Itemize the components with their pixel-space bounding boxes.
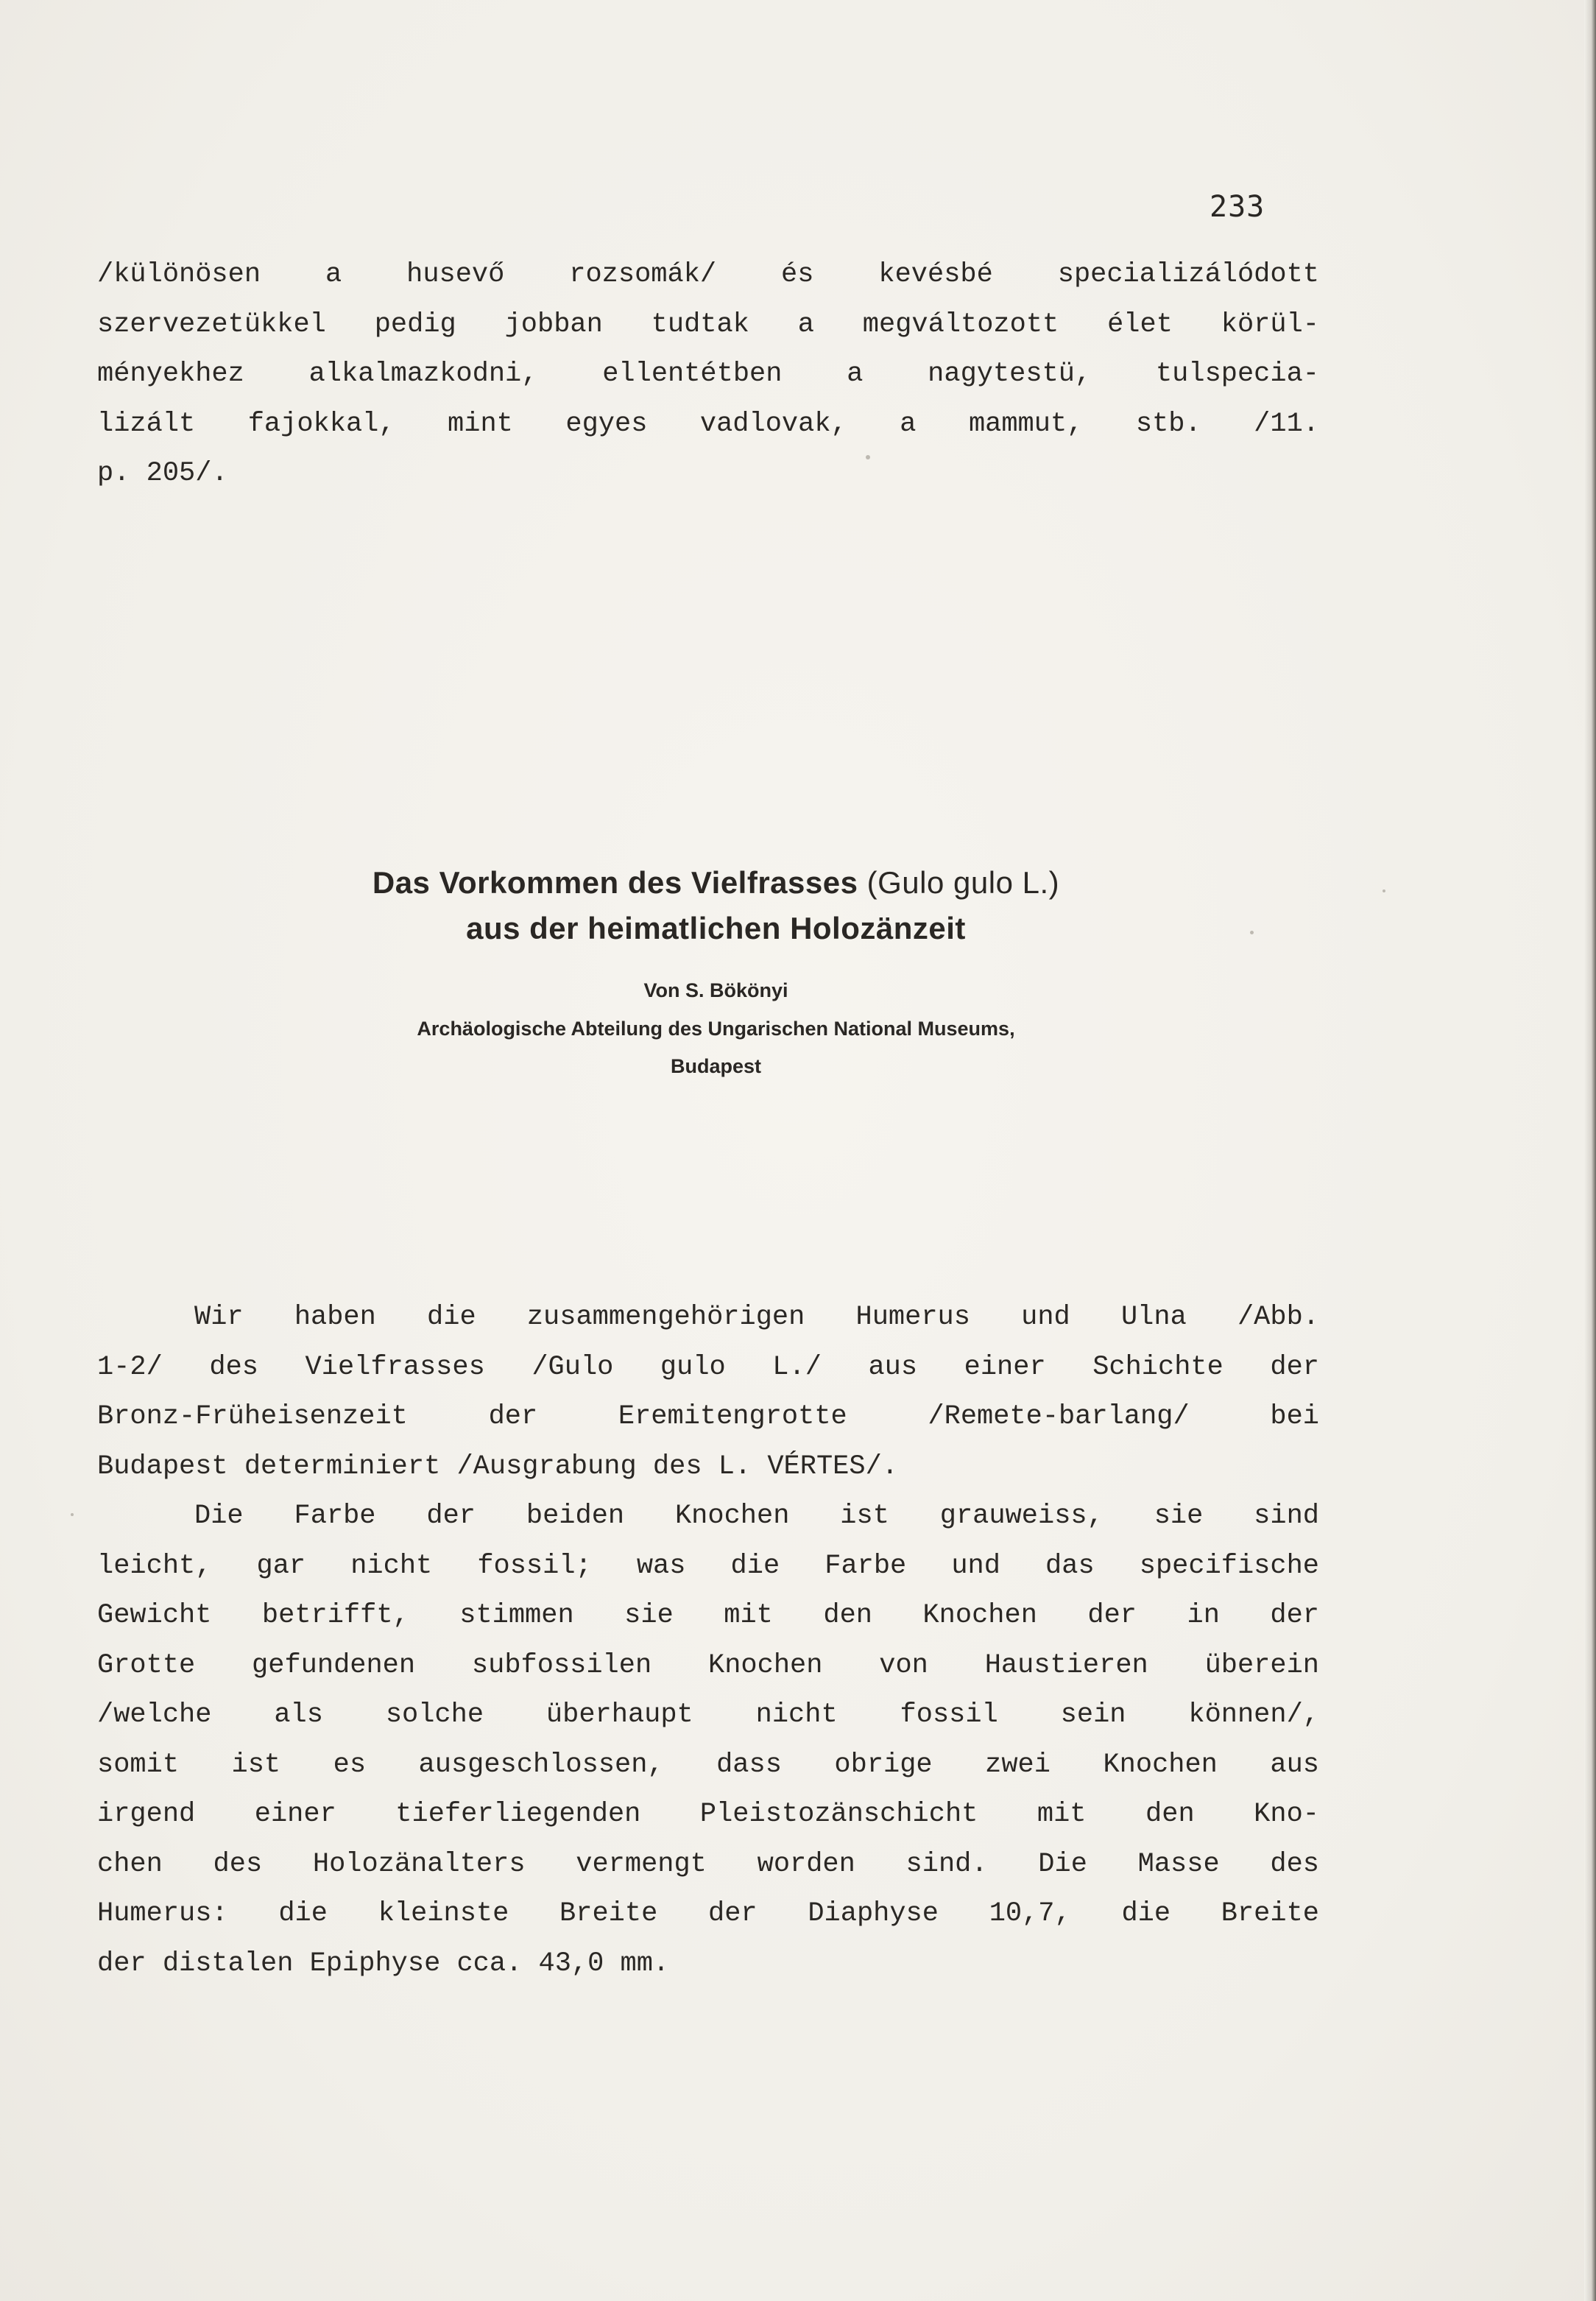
article-title-line-2: aus der heimatlichen Holozänzeit <box>466 911 966 945</box>
text-line: /különösen a husevő rozsomák/ és kevésbé specializálódott <box>97 259 1319 290</box>
text-line: Humerus: die kleinste Breite der Diaphyse 10,7, die Breite <box>97 1898 1319 1929</box>
scan-speck <box>1250 931 1254 934</box>
text-line: /welche als solche überhaupt nicht fossil sein können/, <box>97 1699 1319 1730</box>
text-line: der distalen Epiphyse cca. 43,0 mm. <box>97 1948 670 1979</box>
text-line: Bronz-Früheisenzeit der Eremitengrotte /Remete-barlang/ bei <box>97 1401 1319 1432</box>
text-line: Grotte gefundenen subfossilen Knochen von Haustieren überein <box>97 1649 1319 1681</box>
author-affiliation: Archäologische Abteilung des Ungarischen National Museums, <box>417 1018 1015 1040</box>
article-title-line-1 <box>0 865 1432 901</box>
text-line: Budapest determiniert /Ausgrabung des L. VÉRTES/. <box>97 1451 898 1482</box>
page-edge-shadow <box>1584 0 1596 2301</box>
scan-speck <box>1383 889 1385 892</box>
article-title-taxon: (Gulo gulo L.) <box>866 865 1060 900</box>
german-body-text <box>97 1293 1319 1989</box>
text-line: irgend einer tieferliegenden Pleistozänschicht mit den Kno- <box>97 1799 1319 1830</box>
text-line: somit ist es ausgeschlossen, dass obrige zwei Knochen aus <box>97 1749 1319 1780</box>
scan-speck <box>71 1513 74 1516</box>
text-line: Die Farbe der beiden Knochen ist grauweiss, sie sind <box>194 1501 1319 1532</box>
text-line: leicht, gar nicht fossil; was die Farbe und das specifische <box>97 1550 1319 1582</box>
author-byline: Von S. Bökönyi <box>643 979 788 1001</box>
text-line: chen des Holozänalters vermengt worden sind. Die Masse des <box>97 1848 1319 1880</box>
author-city: Budapest <box>670 1055 762 1077</box>
hungarian-paragraph <box>97 250 1319 499</box>
text-line: szervezetükkel pedig jobban tudtak a megváltozott élet körül- <box>97 309 1319 340</box>
article-title-bold: Das Vorkommen des Vielfrasses <box>372 865 858 900</box>
page-number: 233 <box>1210 190 1265 224</box>
scan-speck <box>866 455 870 459</box>
text-line: lizált fajokkal, mint egyes vadlovak, a mammut, stb. /11. <box>97 408 1319 440</box>
text-line: Wir haben die zusammengehörigen Humerus und Ulna /Abb. <box>194 1302 1319 1333</box>
text-line: ményekhez alkalmazkodni, ellentétben a nagytestü, tulspecia- <box>97 359 1319 390</box>
text-line: Gewicht betrifft, stimmen sie mit den Knochen der in der <box>97 1600 1319 1631</box>
text-line: p. 205/. <box>97 458 228 489</box>
text-line: 1-2/ des Vielfrasses /Gulo gulo L./ aus einer Schichte der <box>97 1351 1319 1383</box>
